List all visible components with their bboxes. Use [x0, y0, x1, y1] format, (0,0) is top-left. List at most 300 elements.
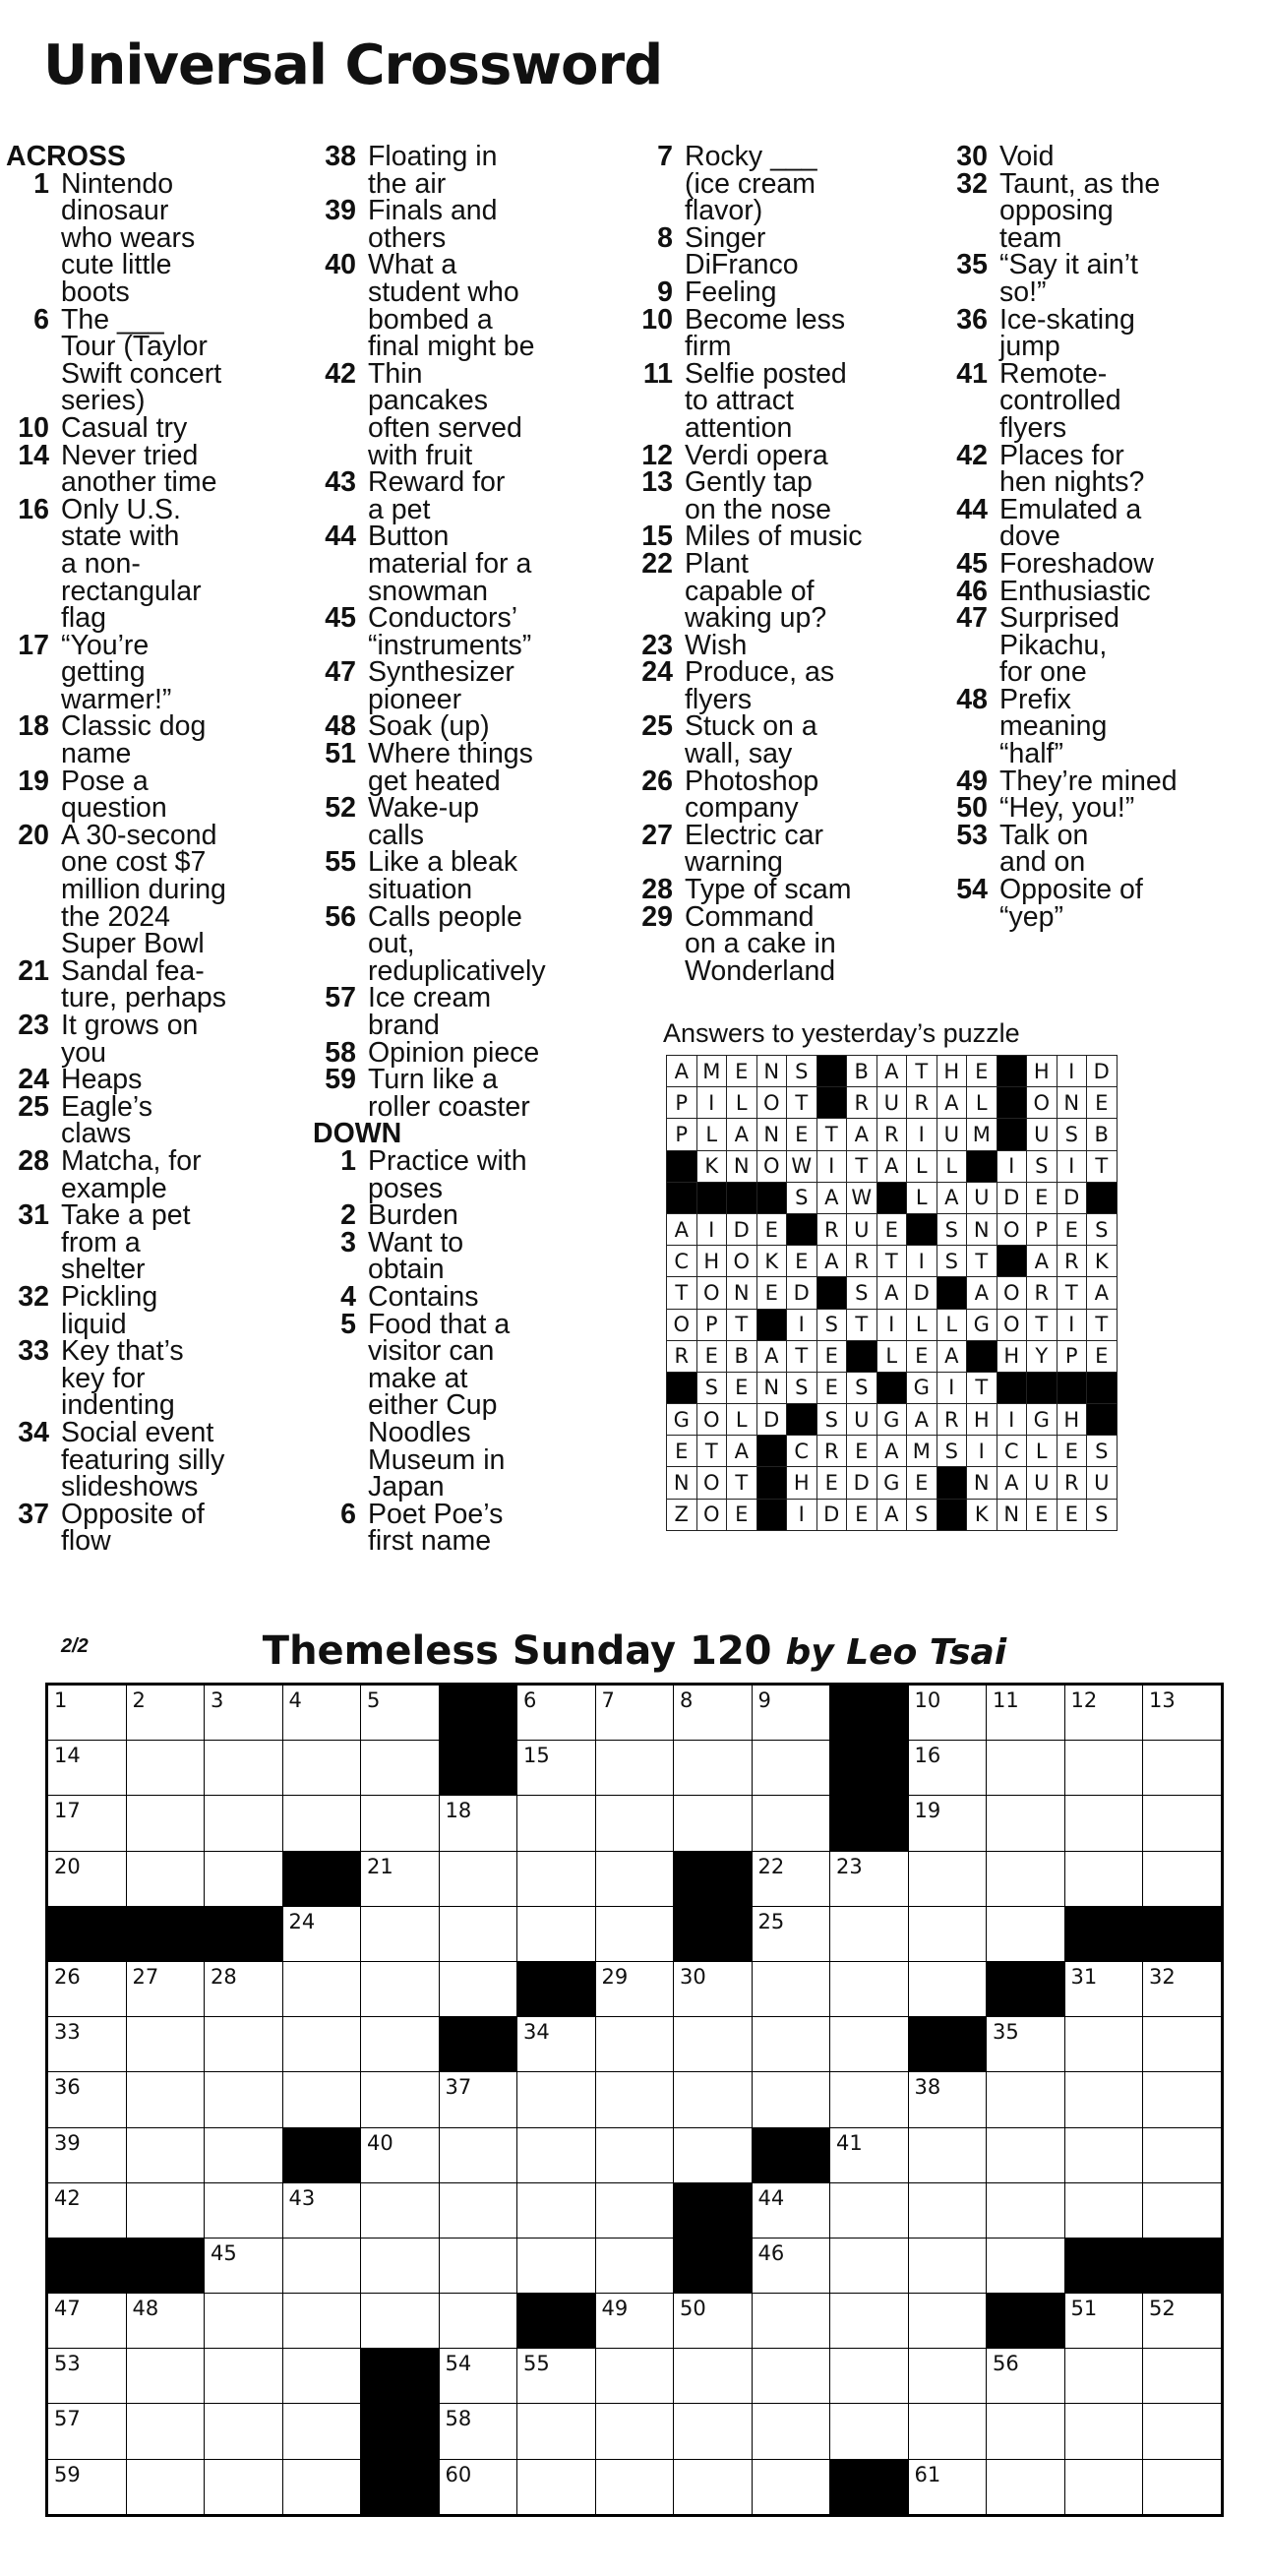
- clue-number: 45: [956, 547, 988, 580]
- grid-cell[interactable]: [205, 1961, 283, 2016]
- answer-cell: I: [696, 1213, 727, 1245]
- grid-cell[interactable]: [987, 1906, 1065, 1961]
- grid-cell[interactable]: [47, 2349, 127, 2404]
- black-square: [1064, 1906, 1143, 1961]
- grid-cell[interactable]: [47, 2072, 127, 2127]
- grid-cell[interactable]: [908, 1961, 987, 2016]
- grid-row: [47, 2127, 1223, 2182]
- grid-cell[interactable]: [126, 1685, 205, 1741]
- clue-number: 30: [956, 141, 988, 172]
- grid-cell[interactable]: [908, 1685, 987, 1741]
- grid-cell[interactable]: [752, 2238, 830, 2293]
- grid-cell[interactable]: [1064, 2459, 1143, 2515]
- grid-cell[interactable]: [752, 2349, 830, 2404]
- answer-cell: E: [727, 1056, 757, 1087]
- answer-cell: R: [667, 1340, 697, 1372]
- answer-cell: A: [667, 1213, 697, 1245]
- grid-cell[interactable]: [439, 1851, 517, 1906]
- grid-cell[interactable]: [439, 2294, 517, 2349]
- grid-cell[interactable]: [517, 2349, 596, 2404]
- grid-cell[interactable]: [439, 2459, 517, 2515]
- clue-text: Opposite of flow: [61, 1498, 205, 1558]
- cell-number: 16: [914, 1744, 941, 1768]
- answer-cell: O: [727, 1246, 757, 1277]
- grid-cell[interactable]: [674, 1961, 753, 2016]
- answer-row: [667, 1213, 1118, 1245]
- grid-cell[interactable]: [908, 2404, 987, 2459]
- grid-cell[interactable]: [205, 2404, 283, 2459]
- clue-column-4: [944, 141, 1269, 933]
- grid-cell[interactable]: [1064, 2294, 1143, 2349]
- grid-cell[interactable]: [439, 1796, 517, 1851]
- grid-cell[interactable]: [595, 1851, 674, 1906]
- grid-cell[interactable]: [361, 1961, 440, 2016]
- grid-cell[interactable]: [1064, 1851, 1143, 1906]
- grid-cell[interactable]: [205, 1851, 283, 1906]
- grid-cell[interactable]: [830, 2017, 909, 2072]
- cell-number: 33: [54, 2020, 81, 2045]
- answer-row: [667, 1087, 1118, 1119]
- grid-cell[interactable]: [361, 1906, 440, 1961]
- grid-cell[interactable]: [830, 1906, 909, 1961]
- grid-cell[interactable]: [517, 1685, 596, 1741]
- cell-number: 32: [1149, 1964, 1176, 1989]
- grid-cell[interactable]: [752, 1796, 830, 1851]
- grid-cell[interactable]: [439, 2072, 517, 2127]
- grid-cell[interactable]: [282, 2349, 361, 2404]
- grid-cell[interactable]: [517, 2238, 596, 2293]
- clue: [313, 792, 647, 851]
- answer-cell: T: [667, 1277, 697, 1309]
- grid-cell[interactable]: [361, 2127, 440, 2182]
- grid-cell[interactable]: [752, 1906, 830, 1961]
- grid-cell[interactable]: [1064, 1741, 1143, 1796]
- clue-number: 26: [641, 765, 673, 797]
- answer-cell: E: [667, 1436, 697, 1467]
- grid-cell[interactable]: [517, 2404, 596, 2459]
- grid-cell[interactable]: [282, 2072, 361, 2127]
- grid-cell[interactable]: [1064, 2017, 1143, 2072]
- black-square: [1064, 2238, 1143, 2293]
- answer-cell: G: [907, 1372, 937, 1403]
- grid-cell[interactable]: [595, 1906, 674, 1961]
- answer-cell: L: [937, 1309, 967, 1340]
- answer-cell: Y: [1027, 1340, 1058, 1372]
- grid-cell[interactable]: [1064, 2404, 1143, 2459]
- grid-cell[interactable]: [1143, 1741, 1223, 1796]
- grid-cell[interactable]: [752, 1851, 830, 1906]
- grid-cell[interactable]: [439, 2182, 517, 2238]
- grid-cell[interactable]: [830, 2127, 909, 2182]
- answer-black-square: [816, 1056, 847, 1087]
- grid-cell[interactable]: [595, 1796, 674, 1851]
- grid-cell[interactable]: [830, 2182, 909, 2238]
- answer-cell: H: [967, 1404, 997, 1436]
- grid-cell[interactable]: [987, 2238, 1065, 2293]
- grid-cell[interactable]: [1143, 2072, 1223, 2127]
- clue: [313, 1199, 647, 1232]
- answer-cell: E: [816, 1340, 847, 1372]
- clue-text: Only U.S. state with a non- rectangular flag: [61, 493, 202, 635]
- grid-cell[interactable]: [205, 1685, 283, 1741]
- grid-cell[interactable]: [126, 2349, 205, 2404]
- grid-cell[interactable]: [1143, 2182, 1223, 2238]
- grid-cell[interactable]: [205, 2017, 283, 2072]
- clue: [944, 141, 1269, 172]
- grid-cell[interactable]: [282, 1741, 361, 1796]
- grid-cell[interactable]: [595, 2182, 674, 2238]
- grid-cell[interactable]: [908, 2182, 987, 2238]
- answer-cell: A: [847, 1119, 877, 1150]
- clue: [6, 411, 340, 444]
- answer-cell: M: [907, 1436, 937, 1467]
- clue-text: Wake-up calls: [368, 792, 479, 851]
- clue: [313, 249, 647, 363]
- answer-cell: E: [727, 1499, 757, 1530]
- grid-cell[interactable]: [47, 2182, 127, 2238]
- grid-cell[interactable]: [282, 1685, 361, 1741]
- grid-cell[interactable]: [439, 2404, 517, 2459]
- grid-cell[interactable]: [439, 2127, 517, 2182]
- clue-text: Remote- controlled flyers: [999, 357, 1121, 444]
- grid-cell[interactable]: [517, 2017, 596, 2072]
- answer-black-square: [876, 1372, 907, 1403]
- grid-cell[interactable]: [205, 2349, 283, 2404]
- grid-cell[interactable]: [830, 1961, 909, 2016]
- grid-cell[interactable]: [908, 1741, 987, 1796]
- clue-number: 52: [325, 792, 356, 825]
- grid-cell[interactable]: [595, 1685, 674, 1741]
- grid-cell[interactable]: [987, 2182, 1065, 2238]
- grid-cell[interactable]: [282, 2404, 361, 2459]
- grid-cell[interactable]: [830, 2072, 909, 2127]
- grid-cell[interactable]: [1064, 1796, 1143, 1851]
- grid-cell[interactable]: [1143, 1685, 1223, 1741]
- grid-cell[interactable]: [674, 2404, 753, 2459]
- grid-cell[interactable]: [908, 1796, 987, 1851]
- grid-cell[interactable]: [1143, 2349, 1223, 2404]
- grid-cell[interactable]: [126, 2404, 205, 2459]
- answer-cell: T: [1087, 1309, 1118, 1340]
- grid-cell[interactable]: [126, 2459, 205, 2515]
- grid-cell[interactable]: [439, 2238, 517, 2293]
- grid-cell[interactable]: [595, 2459, 674, 2515]
- grid-cell[interactable]: [205, 2127, 283, 2182]
- grid-cell[interactable]: [282, 1961, 361, 2016]
- grid-cell[interactable]: [752, 2404, 830, 2459]
- grid-cell[interactable]: [205, 1796, 283, 1851]
- grid-cell[interactable]: [830, 1851, 909, 1906]
- grid-cell[interactable]: [752, 1741, 830, 1796]
- clue-number: 50: [956, 792, 988, 825]
- grid-cell[interactable]: [517, 1796, 596, 1851]
- grid-cell[interactable]: [1143, 1851, 1223, 1906]
- clue: [313, 141, 647, 200]
- grid-cell[interactable]: [361, 1796, 440, 1851]
- grid-cell[interactable]: [47, 2404, 127, 2459]
- grid-cell[interactable]: [205, 2182, 283, 2238]
- grid-cell[interactable]: [595, 1741, 674, 1796]
- black-square: [126, 1906, 205, 1961]
- grid-cell[interactable]: [908, 2127, 987, 2182]
- grid-cell[interactable]: [1143, 2459, 1223, 2515]
- grid-cell[interactable]: [595, 2127, 674, 2182]
- grid-cell[interactable]: [205, 1741, 283, 1796]
- grid-cell[interactable]: [126, 1796, 205, 1851]
- grid-cell[interactable]: [126, 2072, 205, 2127]
- grid-cell[interactable]: [282, 1796, 361, 1851]
- grid-cell[interactable]: [47, 2294, 127, 2349]
- answer-cell: T: [876, 1246, 907, 1277]
- grid-cell[interactable]: [126, 2017, 205, 2072]
- grid-cell[interactable]: [47, 2017, 127, 2072]
- grid-cell[interactable]: [517, 1906, 596, 1961]
- grid-cell[interactable]: [752, 1685, 830, 1741]
- answer-cell: D: [1087, 1056, 1118, 1087]
- grid-cell[interactable]: [282, 2459, 361, 2515]
- grid-cell[interactable]: [439, 2349, 517, 2404]
- grid-cell[interactable]: [205, 2238, 283, 2293]
- grid-cell[interactable]: [752, 2072, 830, 2127]
- cell-number: 48: [132, 2297, 159, 2321]
- cell-number: 54: [445, 2352, 472, 2376]
- clue-number: 36: [956, 303, 988, 336]
- grid-cell[interactable]: [47, 1851, 127, 1906]
- clue: [313, 602, 647, 661]
- answer-cell: H: [937, 1056, 967, 1087]
- cell-number: 2: [132, 1688, 146, 1712]
- grid-cell[interactable]: [987, 1796, 1065, 1851]
- clue: [313, 523, 647, 605]
- clue-text: Verdi opera: [685, 439, 828, 471]
- grid-cell[interactable]: [752, 2017, 830, 2072]
- grid-cell[interactable]: [752, 2294, 830, 2349]
- grid-cell[interactable]: [282, 2182, 361, 2238]
- grid-cell[interactable]: [987, 2127, 1065, 2182]
- grid-cell[interactable]: [987, 2072, 1065, 2127]
- answer-cell: S: [1087, 1213, 1118, 1245]
- grid-cell[interactable]: [752, 1961, 830, 2016]
- grid-cell[interactable]: [595, 2349, 674, 2404]
- grid-cell[interactable]: [595, 2017, 674, 2072]
- grid-cell[interactable]: [595, 2404, 674, 2459]
- answer-cell: E: [1057, 1436, 1087, 1467]
- answer-cell: E: [847, 1436, 877, 1467]
- grid-cell[interactable]: [987, 2459, 1065, 2515]
- grid-cell[interactable]: [595, 2294, 674, 2349]
- grid-cell[interactable]: [595, 2238, 674, 2293]
- clue-text: Taunt, as the opposing team: [999, 167, 1161, 254]
- answer-cell: S: [907, 1499, 937, 1530]
- grid-cell[interactable]: [517, 2072, 596, 2127]
- grid-cell[interactable]: [361, 2017, 440, 2072]
- cell-number: 30: [680, 1964, 706, 1989]
- grid-cell[interactable]: [361, 2072, 440, 2127]
- clue: [313, 1144, 647, 1204]
- grid-cell[interactable]: [361, 2294, 440, 2349]
- grid-cell[interactable]: [126, 2127, 205, 2182]
- clue: [944, 819, 1269, 879]
- grid-cell[interactable]: [1064, 2127, 1143, 2182]
- grid-cell[interactable]: [517, 2182, 596, 2238]
- grid-cell[interactable]: [47, 2127, 127, 2182]
- grid-cell[interactable]: [987, 2404, 1065, 2459]
- clue-text: Places for hen nights?: [999, 439, 1145, 499]
- answer-cell: S: [1087, 1436, 1118, 1467]
- grid-cell[interactable]: [361, 1851, 440, 1906]
- grid-cell[interactable]: [987, 1685, 1065, 1741]
- grid-cell[interactable]: [908, 2294, 987, 2349]
- grid-cell[interactable]: [830, 2294, 909, 2349]
- clue: [313, 1226, 647, 1286]
- clue-text: Button material for a snowman: [368, 521, 532, 607]
- grid-cell[interactable]: [674, 2017, 753, 2072]
- grid-cell[interactable]: [674, 2294, 753, 2349]
- answer-cell: S: [1087, 1499, 1118, 1530]
- answer-black-square: [756, 1309, 787, 1340]
- grid-cell[interactable]: [752, 2182, 830, 2238]
- grid-cell[interactable]: [282, 2294, 361, 2349]
- grid-cell[interactable]: [908, 2072, 987, 2127]
- grid-cell[interactable]: [126, 2182, 205, 2238]
- answer-row: [667, 1119, 1118, 1150]
- clue-text: Reward for a pet: [368, 466, 506, 525]
- answer-row: [667, 1372, 1118, 1403]
- grid-cell[interactable]: [674, 2349, 753, 2404]
- clue-text: Casual try: [61, 411, 188, 444]
- grid-cell[interactable]: [595, 1961, 674, 2016]
- grid-cell[interactable]: [1143, 2127, 1223, 2182]
- grid-cell[interactable]: [1064, 1961, 1143, 2016]
- grid-cell[interactable]: [830, 2404, 909, 2459]
- grid-cell[interactable]: [205, 2459, 283, 2515]
- grid-cell[interactable]: [1064, 2349, 1143, 2404]
- black-square: [674, 2182, 753, 2238]
- clue-number: 32: [18, 1280, 49, 1313]
- answer-cell: I: [876, 1309, 907, 1340]
- answer-cell: A: [756, 1340, 787, 1372]
- grid-cell[interactable]: [830, 2238, 909, 2293]
- grid-cell[interactable]: [1064, 2182, 1143, 2238]
- grid-cell[interactable]: [674, 2459, 753, 2515]
- clue-text: Eagle’s claws: [61, 1090, 152, 1150]
- grid-cell[interactable]: [908, 1906, 987, 1961]
- grid-cell[interactable]: [595, 2072, 674, 2127]
- answer-cell: D: [727, 1213, 757, 1245]
- grid-cell[interactable]: [908, 1851, 987, 1906]
- grid-cell[interactable]: [1143, 1961, 1223, 2016]
- cell-number: 37: [445, 2075, 472, 2100]
- clue-number: 21: [18, 954, 49, 987]
- grid-cell[interactable]: [517, 1741, 596, 1796]
- grid-cell[interactable]: [987, 2017, 1065, 2072]
- grid-cell[interactable]: [674, 1741, 753, 1796]
- clue: [6, 1144, 340, 1204]
- grid-cell[interactable]: [674, 1685, 753, 1741]
- grid-cell[interactable]: [517, 2127, 596, 2182]
- clue-text: Social event featuring silly slideshows: [61, 1416, 225, 1503]
- grid-row: [47, 2072, 1223, 2127]
- puzzle-byline: by Leo Tsai: [785, 1632, 1007, 1673]
- answer-cell: T: [816, 1119, 847, 1150]
- answer-cell: S: [847, 1372, 877, 1403]
- clue: [944, 547, 1269, 580]
- grid-cell[interactable]: [126, 2294, 205, 2349]
- grid-cell[interactable]: [126, 1741, 205, 1796]
- grid-cell[interactable]: [282, 2238, 361, 2293]
- black-square: [439, 1741, 517, 1796]
- grid-cell[interactable]: [908, 2459, 987, 2515]
- grid-cell[interactable]: [47, 1961, 127, 2016]
- grid-cell[interactable]: [1143, 2404, 1223, 2459]
- grid-cell[interactable]: [517, 2459, 596, 2515]
- clue: [313, 1064, 647, 1123]
- grid-cell[interactable]: [987, 1741, 1065, 1796]
- clue-text: Like a bleak situation: [368, 846, 518, 906]
- grid-cell[interactable]: [987, 2349, 1065, 2404]
- grid-cell[interactable]: [282, 1906, 361, 1961]
- grid-cell[interactable]: [674, 2127, 753, 2182]
- grid-cell[interactable]: [282, 2017, 361, 2072]
- answer-cell: G: [967, 1309, 997, 1340]
- answer-black-square: [997, 1056, 1027, 1087]
- answer-cell: D: [1057, 1182, 1087, 1213]
- clue: [630, 900, 964, 987]
- grid-cell[interactable]: [439, 1961, 517, 2016]
- grid-cell[interactable]: [908, 2349, 987, 2404]
- grid-cell[interactable]: [126, 1851, 205, 1906]
- grid-cell[interactable]: [1064, 1685, 1143, 1741]
- grid-cell[interactable]: [205, 2072, 283, 2127]
- grid-cell[interactable]: [1143, 2294, 1223, 2349]
- grid-cell[interactable]: [674, 1796, 753, 1851]
- grid-cell[interactable]: [361, 1685, 440, 1741]
- clue-text: Selfie posted to attract attention: [685, 357, 847, 444]
- cell-number: 7: [601, 1688, 615, 1712]
- grid-cell[interactable]: [361, 2238, 440, 2293]
- grid-cell[interactable]: [205, 2294, 283, 2349]
- grid-cell[interactable]: [674, 2072, 753, 2127]
- grid-cell[interactable]: [47, 2459, 127, 2515]
- grid-cell[interactable]: [517, 1851, 596, 1906]
- clue-column-2: [313, 141, 647, 1558]
- black-square: [282, 1851, 361, 1906]
- clue-number: 10: [18, 411, 49, 444]
- grid-cell[interactable]: [1064, 2072, 1143, 2127]
- grid-cell[interactable]: [439, 1906, 517, 1961]
- grid-cell[interactable]: [361, 1741, 440, 1796]
- grid-cell[interactable]: [361, 2182, 440, 2238]
- answer-cell: I: [696, 1087, 727, 1119]
- answer-cell: T: [967, 1372, 997, 1403]
- answer-black-square: [756, 1182, 787, 1213]
- grid-cell[interactable]: [1143, 1796, 1223, 1851]
- answer-cell: I: [907, 1246, 937, 1277]
- clue: [630, 819, 964, 879]
- grid-cell[interactable]: [987, 1851, 1065, 1906]
- grid-cell[interactable]: [126, 1961, 205, 2016]
- grid-cell[interactable]: [908, 2238, 987, 2293]
- grid-cell[interactable]: [47, 1796, 127, 1851]
- grid-cell[interactable]: [830, 2349, 909, 2404]
- grid-cell[interactable]: [47, 1741, 127, 1796]
- clue: [313, 1308, 647, 1503]
- answer-cell: R: [816, 1436, 847, 1467]
- grid-cell[interactable]: [47, 1685, 127, 1741]
- grid-cell[interactable]: [752, 2459, 830, 2515]
- cell-number: 43: [288, 2185, 316, 2210]
- grid-cell[interactable]: [1143, 2017, 1223, 2072]
